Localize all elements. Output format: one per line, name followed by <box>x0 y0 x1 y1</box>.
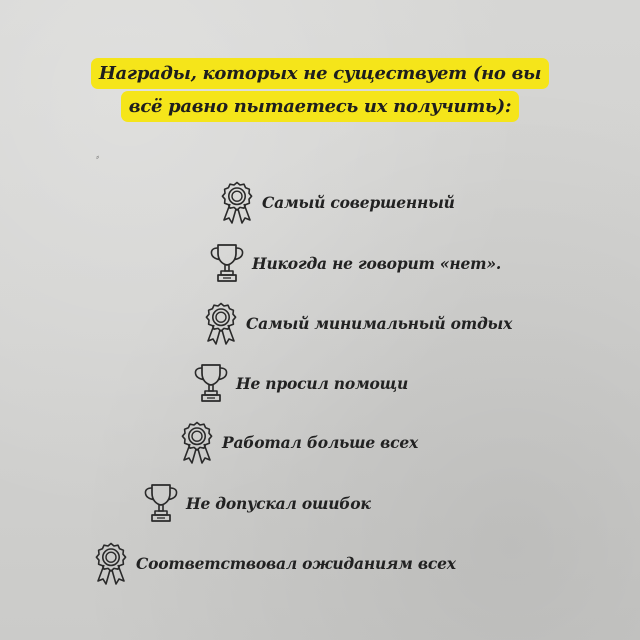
trophy-icon <box>142 481 180 525</box>
award-label: Работал больше всех <box>222 432 419 452</box>
trophy-icon <box>192 361 230 405</box>
award-item <box>208 241 501 285</box>
heading-line-1: Награды, которых не существует (но вы <box>91 58 549 89</box>
award-label: Не просил помощи <box>236 373 409 393</box>
award-item <box>218 180 455 224</box>
award-item <box>192 361 408 405</box>
award-label: Не допускал ошибок <box>186 493 371 513</box>
award-item <box>202 301 512 345</box>
medal-icon <box>218 180 256 224</box>
page-heading <box>0 58 640 122</box>
award-label: Самый совершенный <box>262 192 455 212</box>
medal-icon <box>92 541 130 585</box>
award-label: Никогда не говорит «нет». <box>252 253 502 273</box>
award-label: Самый минимальный отдых <box>246 313 513 333</box>
award-label: Соответствовал ожиданиям всех <box>136 553 456 573</box>
heading-line-2: всё равно пытаетесь их получить): <box>121 91 519 122</box>
medal-icon <box>178 420 216 464</box>
award-item <box>178 420 418 464</box>
medal-icon <box>202 301 240 345</box>
cursor-mark: ⸗ <box>96 152 100 163</box>
award-item <box>92 541 456 585</box>
award-item <box>142 481 371 525</box>
trophy-icon <box>208 241 246 285</box>
